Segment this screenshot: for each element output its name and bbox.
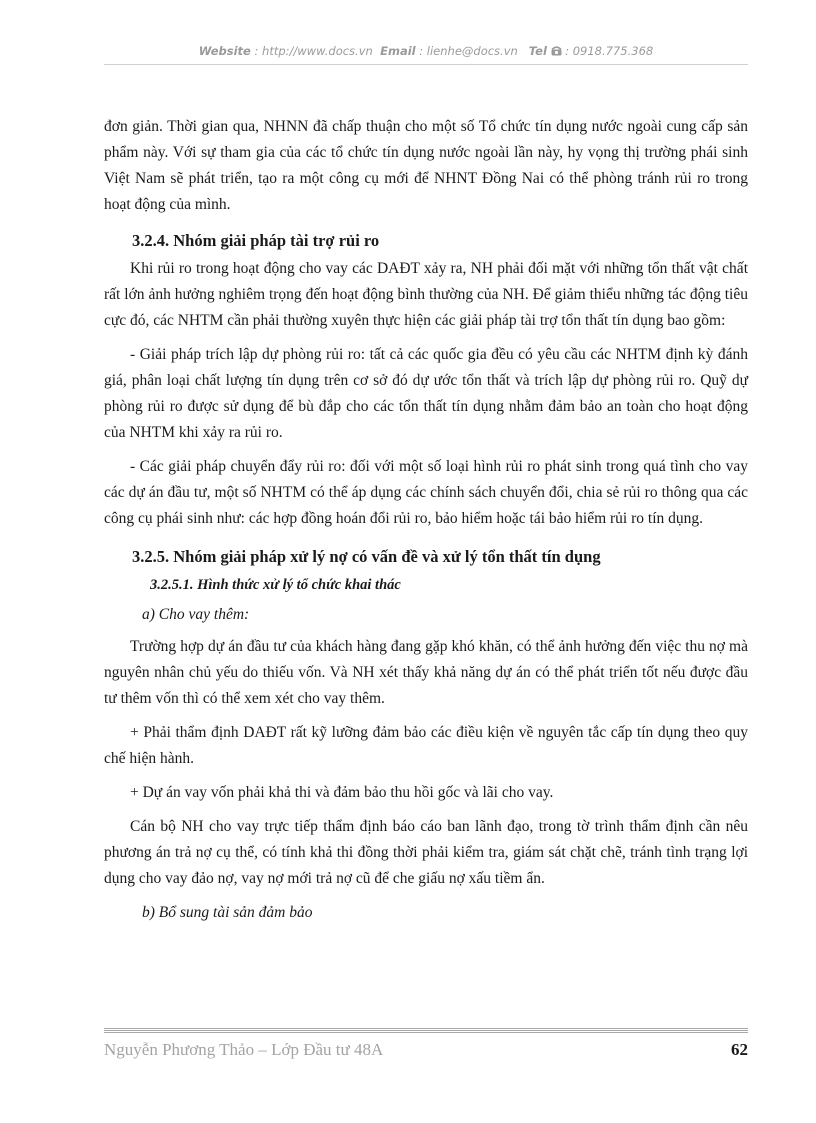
heading-3-2-5: 3.2.5. Nhóm giải pháp xử lý nợ có vấn đề và xử lý tổn thất tín dụng bbox=[132, 547, 601, 566]
paragraph-provision: - Giải pháp trích lập dự phòng rủi ro: tất cả các quốc gia đều có yêu cầu các NHTM định kỳ đánh giá, phân loại chất lượng tín dụng trên cơ sở đó dự ước tổn thất và trích lập dự phòng rủi ro. Quỹ dự phòng rủi ro được sử dụng để bù đắp cho các tổn thất tín dụng nhằm đảm bảo an toàn cho hoạt động của NHTM khi xảy ra rủi ro. bbox=[104, 346, 748, 441]
item-a-heading: a) Cho vay thêm: bbox=[142, 606, 250, 623]
footer-author: Nguyễn Phương Thảo – Lớp Đầu tư 48A bbox=[104, 1040, 384, 1059]
heading-3-2-4: 3.2.4. Nhóm giải pháp tài trợ rủi ro bbox=[132, 231, 380, 250]
website-value[interactable]: : http://www.docs.vn bbox=[254, 44, 373, 58]
phone-icon bbox=[551, 45, 562, 59]
item-b-heading: b) Bổ sung tài sản đảm bảo bbox=[142, 904, 313, 921]
website-label: Website bbox=[198, 44, 251, 58]
heading-3-2-5-1: 3.2.5.1. Hình thức xử lý tổ chức khai thác bbox=[150, 577, 401, 593]
paragraph-risk-transfer: - Các giải pháp chuyển đẩy rủi ro: đối với một số loại hình rủi ro phát sinh trong quá tình cho vay các dự án đầu tư, một số NHTM có thể áp dụng các chính sách chuyển đổi, chia sẻ rủi ro thông qua các công cụ phái sinh như: các hợp đồng hoán đổi rủi ro, bảo hiểm hoặc tái bảo hiểm rủi ro tín dụng. bbox=[104, 458, 748, 527]
page-number: 62 bbox=[731, 1040, 748, 1059]
page-header bbox=[104, 44, 748, 59]
paragraph-officer-report: Cán bộ NH cho vay trực tiếp thẩm định báo cáo ban lãnh đạo, trong tờ trình thẩm định cần nêu phương án trả nợ cụ thể, có tính khả thi đồng thời phải kiểm tra, giám sát chặt chẽ, tránh tình trạng lợi dụng cho vay đảo nợ, vay nợ mới trả nợ cũ để che giấu nợ xấu tiềm ẩn. bbox=[104, 818, 748, 887]
footer-divider bbox=[104, 1028, 748, 1034]
paragraph-feasibility: + Dự án vay vốn phải khả thi và đảm bảo thu hồi gốc và lãi cho vay. bbox=[130, 784, 554, 801]
header-divider bbox=[104, 64, 748, 65]
paragraph-additional-loan: Trường hợp dự án đầu tư của khách hàng đang gặp khó khăn, có thể ảnh hưởng đến việc thu nợ mà nguyên nhân chủ yếu do thiếu vốn. Và NH xét thấy khả năng dự án có thể phát triển tốt nếu được đầu tư thêm vốn thì có thể xem xét cho vay thêm. bbox=[104, 638, 748, 707]
tel-label: Tel bbox=[528, 44, 547, 58]
paragraph-credit-loss: Khi rủi ro trong hoạt động cho vay các DAĐT xảy ra, NH phải đối mặt với những tổn thất vật chất rất lớn ảnh hưởng nghiêm trọng đến hoạt động bình thường của NH. Để giảm thiểu những tác động tiêu cực đó, các NHTM cần phải thường xuyên thực hiện các giải pháp tài trợ tổn thất tín dụng bao gồm: bbox=[104, 260, 748, 329]
paragraph-appraisal: + Phải thẩm định DAĐT rất kỹ lưỡng đảm bảo các điều kiện về nguyên tắc cấp tín dụng theo quy chế hiện hành. bbox=[104, 724, 748, 767]
paragraph-intro: đơn giản. Thời gian qua, NHNN đã chấp thuận cho một số Tổ chức tín dụng nước ngoài cung cấp sản phẩm này. Với sự tham gia của các tổ chức tín dụng nước ngoài lần này, hy vọng thị trường phái sinh Việt Nam sẽ phát triển, tạo ra một công cụ mới để NHNT Đồng Nai có thể phòng tránh rủi ro trong hoạt động của mình. bbox=[104, 118, 748, 213]
tel-value: : 0918.775.368 bbox=[565, 44, 654, 58]
email-label: Email bbox=[380, 44, 416, 58]
email-value[interactable]: : lienhe@docs.vn bbox=[419, 44, 518, 58]
page-content bbox=[104, 114, 748, 932]
